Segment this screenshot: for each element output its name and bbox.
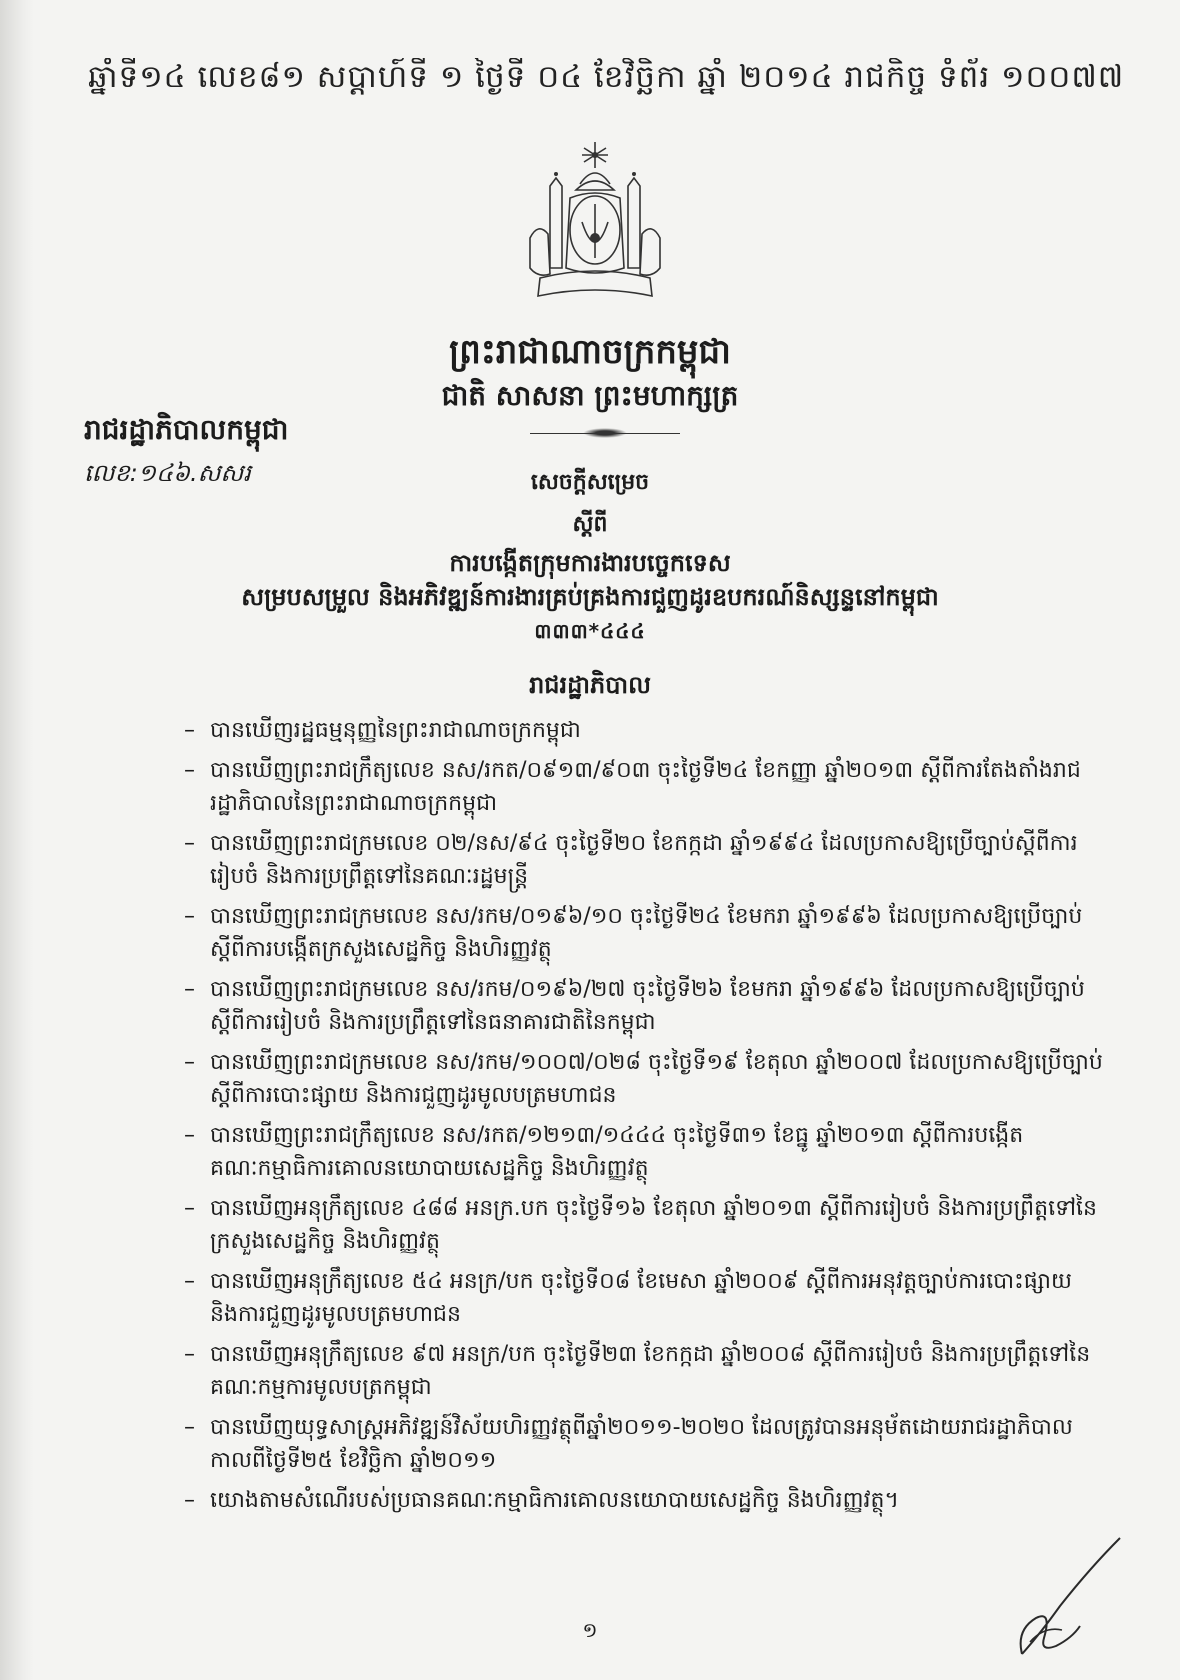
kingdom-motto: ជាតិ សាសនា ព្រះមហាក្សត្រ	[441, 379, 739, 412]
recital-item: – បានឃើញព្រះរាជក្រឹត្យលេខ នស/រកត/១២១៣/១៤៤៤ ចុះថ្ងៃទី៣១ ខែធ្នូ ឆ្នាំ២០១៣ ស្តីពីការបង្កើតគណៈកម្មាធិការគោលនយោបាយសេដ្ឋកិច្ច និងហិរញ្ញវត្ថុ	[184, 1119, 1104, 1185]
recital-item: – បានឃើញយុទ្ធសាស្ត្រអភិវឌ្ឍន៍វិស័យហិរញ្ញវត្ថុពីឆ្នាំ២០១១-២០២០ ដែលត្រូវបានអនុម័តដោយរាជរដ្ឋាភិបាលកាលពីថ្ងៃទី២៥ ខែវិច្ឆិកា ឆ្នាំ២០១១	[184, 1411, 1104, 1477]
running-header: ឆ្នាំទី១៤ លេខ៨១ សប្តាហ៍ទី ១ ថ្ងៃទី ០៤ ខែវិច្ឆិកា ឆ្នាំ ២០១៤ រាជកិច្ច ទំព័រ ១០០៧៧	[88, 59, 1125, 95]
recital-item: – បានឃើញព្រះរាជក្រមលេខ នស/រកម/១០០៧/០២៨ ចុះថ្ងៃទី១៩ ខែតុលា ឆ្នាំ២០០៧ ដែលប្រកាសឱ្យប្រើច្បាប់ស្តីពីការបោះផ្សាយ និងការជួញដូរមូលបត្រមហាជន	[184, 1046, 1104, 1112]
scan-edge	[0, 0, 34, 1680]
document-type: សេចក្តីសម្រេច	[530, 470, 650, 495]
document-title-line-1: ការបង្កើតក្រុមការងារបច្ចេកទេស	[449, 549, 731, 577]
recital-item: – បានឃើញព្រះរាជក្រមលេខ នស/រកម/០១៩៦/១០ ចុះថ្ងៃទី២៤ ខែមករា ឆ្នាំ១៩៩៦ ដែលប្រកាសឱ្យប្រើច្បាប់ស្តីពីការបង្កើតក្រសួងសេដ្ឋកិច្ច និងហិរញ្ញវត្ថុ	[184, 900, 1104, 966]
recital-item: – បានឃើញអនុក្រឹត្យលេខ ៥៤ អនក្រ/បក ចុះថ្ងៃទី០៨ ខែមេសា ឆ្នាំ២០០៩ ស្តីពីការអនុវត្តច្បាប់ការបោះផ្សាយ និងការជួញដូរមូលបត្រមហាជន	[184, 1265, 1104, 1331]
recital-item: – បានឃើញរដ្ឋធម្មនុញ្ញនៃព្រះរាជាណាចក្រកម្ពុជា	[184, 714, 1104, 747]
issuer-name: រាជរដ្ឋាភិបាលកម្ពុជា	[84, 413, 289, 446]
royal-coat-of-arms-icon	[520, 138, 670, 306]
document-title-line-2: សម្របសម្រួល និងអភិវឌ្ឍន៍ការងារគ្រប់គ្រងការជួញដូរឧបករណ៍និស្សន្ទនៅកម្ពុជា	[241, 583, 939, 611]
recital-item: – បានឃើញអនុក្រឹត្យលេខ ៤៨៨ អនក្រ.បក ចុះថ្ងៃទី១៦ ខែតុលា ឆ្នាំ២០១៣ ស្តីពីការរៀបចំ និងការប្រព្រឹត្តទៅនៃក្រសួងសេដ្ឋកិច្ច និងហិរញ្ញវត្ថុ	[184, 1192, 1104, 1258]
recital-item: – បានឃើញព្រះរាជក្រមលេខ ០២/នស/៩៤ ចុះថ្ងៃទី២០ ខែកក្កដា ឆ្នាំ១៩៩៤ ដែលប្រកាសឱ្យប្រើច្បាប់ស្តីពីការរៀបចំ និងការប្រព្រឹត្តទៅនៃគណៈរដ្ឋមន្ត្រី	[184, 827, 1104, 893]
page-number: ១	[582, 1618, 598, 1642]
recital-item: – បានឃើញអនុក្រឹត្យលេខ ៩៧ អនក្រ/បក ចុះថ្ងៃទី២៣ ខែកក្កដា ឆ្នាំ២០០៨ ស្តីពីការរៀបចំ និងការប្រព្រឹត្តទៅនៃគណៈកម្មការមូលបត្រកម្ពុជា	[184, 1338, 1104, 1404]
recital-item: – បានឃើញព្រះរាជក្រឹត្យលេខ នស/រកត/០៩១៣/៩០៣ ចុះថ្ងៃទី២៤ ខែកញ្ញា ឆ្នាំ២០១៣ ស្តីពីការតែងតាំងរាជរដ្ឋាភិបាលនៃព្រះរាជាណាចក្រកម្ពុជា	[184, 754, 1104, 820]
recital-item: – យោងតាមសំណើរបស់ប្រធានគណៈកម្មាធិការគោលនយោបាយសេដ្ឋកិច្ច និងហិរញ្ញវត្ថុ។	[184, 1484, 1104, 1517]
divider-ornament	[583, 428, 627, 438]
recitals-list	[184, 714, 1104, 1524]
reference-number: លេខ:១៤៦.សសរ	[84, 459, 251, 487]
kingdom-name: ព្រះរាជាណាចក្រកម្ពុជា	[449, 332, 731, 372]
document-about: ស្តីពី	[572, 512, 608, 537]
issuing-authority: រាជរដ្ឋាភិបាល	[529, 671, 651, 699]
recital-item: – បានឃើញព្រះរាជក្រមលេខ នស/រកម/០១៩៦/២៧ ចុះថ្ងៃទី២៦ ខែមករា ឆ្នាំ១៩៩៦ ដែលប្រកាសឱ្យប្រើច្បាប់ស្តីពីការរៀបចំ និងការប្រព្រឹត្តទៅនៃធនាគារជាតិនៃកម្ពុជា	[184, 973, 1104, 1039]
title-ornament: ៣៣៣*៤៤៤	[534, 619, 646, 643]
signature-icon	[1000, 1534, 1130, 1660]
